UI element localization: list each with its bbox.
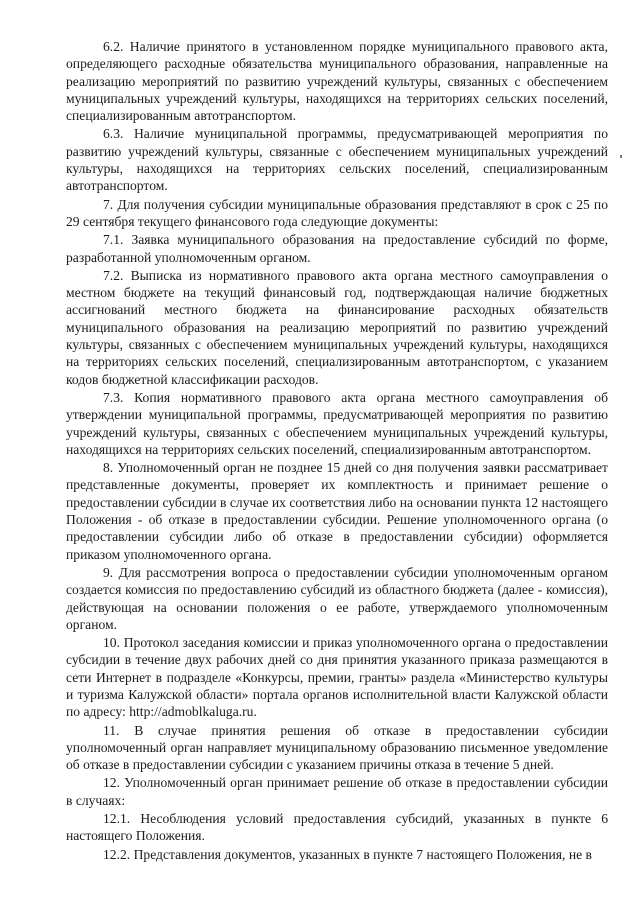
paragraph-6-3: 6.3. Наличие муниципальной программы, предусматривающей мероприятия по развитию учреждений культуры, связанные с обеспечением муниципальных учреждений культуры, находящихся на территориях сельских поселений, специализированным автотранспортом. (66, 126, 608, 194)
paragraph-7-2: 7.2. Выписка из нормативного правового акта органа местного самоуправления о местном бюджете на текущий финансовый год, подтверждающая наличие бюджетных ассигнований местного бюджета на финансирование расходных обязательств муниципального образования на реализацию мероприятий по развитию учреждений культуры, связанных с обеспечением муниципальных учреждений культуры, находящихся на территориях сельских поселений, специализированным автотранспортом, с указанием кодов бюджетной классификации расходов. (66, 267, 608, 387)
paragraph-12-2: 12.2. Представления документов, указанных в пункте 7 настоящего Положения, не в (103, 846, 592, 862)
paragraph-7-1: 7.1. Заявка муниципального образования на предоставление субсидий по форме, разработанной уполномоченным органом. (66, 232, 608, 265)
paragraph-12-1: 12.1. Несоблюдения условий предоставления субсидий, указанных в пункте 6 настоящего Положения. (66, 811, 608, 844)
paragraph-7: 7. Для получения субсидии муниципальные образования представляют в срок с 25 по 29 сентября текущего финансового года следующие документы: (66, 196, 608, 229)
paragraph-7-3: 7.3. Копия нормативного правового акта органа местного самоуправления об утверждении муниципальной программы, предусматривающей мероприятия по развитию учреждений культуры, связанных с обеспечением муниципальных учреждений культуры, находящихся на территориях сельских поселений, специализированным автотранспортом. (66, 389, 608, 457)
scan-speck (620, 155, 622, 158)
paragraph-8: 8. Уполномоченный орган не позднее 15 дней со дня получения заявки рассматривает представленные документы, проверяет их комплектность и принимает решение о предоставлении субсидии в случае их соответствия либо на основании пункта 12 настоящего Положения - об отказе в предоставлении субсидии. Решение уполномоченного органа (о предоставлении субсидии либо об отказе в предоставлении субсидии) оформляется приказом уполномоченного органа. (66, 460, 608, 562)
paragraph-11: 11. В случае принятия решения об отказе в предоставлении субсидии уполномоченный орган направляет муниципальному образованию письменное уведомление об отказе в предоставлении субсидии с указанием причины отказа в течение 5 дней. (66, 722, 608, 773)
document-page (66, 38, 608, 864)
paragraph-12: 12. Уполномоченный орган принимает решение об отказе в предоставлении субсидии в случаях: (66, 775, 608, 808)
paragraph-10: 10. Протокол заседания комиссии и приказ уполномоченного органа о предоставлении субсидии в течение двух рабочих дней со дня принятия указанного приказа размещаются в сети Интернет в подразделе «Конкурсы, премии, гранты» раздела «Министерство культуры и туризма Калужской области» портала органов исполнительной власти Калужской области по адресу: http://admoblkaluga.ru. (66, 635, 608, 720)
paragraph-9: 9. Для рассмотрения вопроса о предоставлении субсидии уполномоченным органом создается комиссия по предоставлению субсидий из областного бюджета (далее - комиссия), действующая на основании положения о ее работе, утверждаемого уполномоченным органом. (66, 564, 608, 632)
paragraph-6-2: 6.2. Наличие принятого в установленном порядке муниципального правового акта, определяющего расходные обязательства муниципального образования, направленные на реализацию мероприятий по развитию учреждений культуры, связанных с обеспечением муниципальных учреждений культуры, находящихся на территориях сельских поселений, специализированным автотранспортом. (66, 39, 608, 124)
